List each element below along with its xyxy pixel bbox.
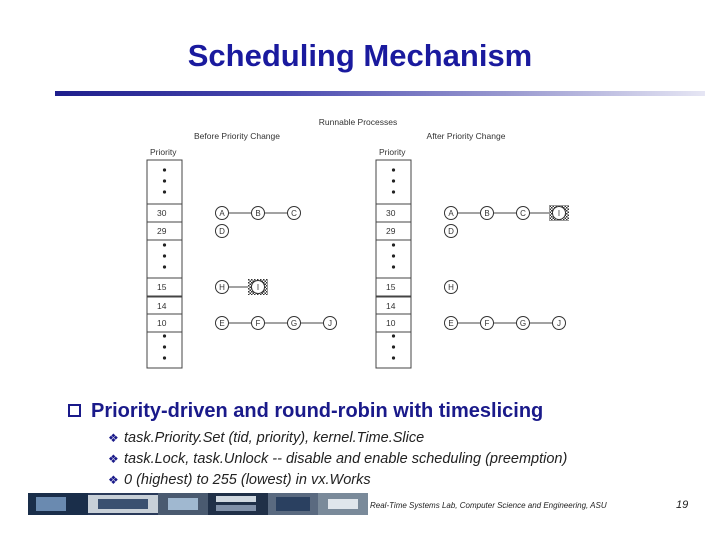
ellipsis-dot: [163, 179, 166, 182]
priority-value: 10: [157, 318, 167, 328]
footer-text: Real-Time Systems Lab, Computer Science and Engineering, ASU: [370, 501, 607, 510]
process-label: A: [448, 209, 454, 218]
process-label: D: [448, 227, 454, 236]
ellipsis-dot: [163, 168, 166, 171]
ellipsis-dot: [392, 168, 395, 171]
ellipsis-dot: [392, 190, 395, 193]
panel-heading: Before Priority Change: [194, 131, 280, 141]
priority-value: 14: [157, 301, 167, 311]
slide-title: Scheduling Mechanism: [187, 38, 533, 73]
ellipsis-dot: [163, 254, 166, 257]
ellipsis-dot: [392, 265, 395, 268]
sub-bullet-list: [108, 428, 567, 491]
process-label: E: [219, 319, 225, 328]
process-label: D: [219, 227, 225, 236]
priority-value: 15: [386, 282, 396, 292]
priority-value: 30: [157, 208, 167, 218]
priority-value: 14: [386, 301, 396, 311]
diamond-bullet-icon: ❖: [108, 452, 119, 466]
process-label: H: [219, 283, 225, 292]
sub-bullet-text: 0 (highest) to 255 (lowest) in vx.Works: [124, 472, 371, 488]
ellipsis-dot: [163, 265, 166, 268]
process-label: I: [557, 209, 561, 218]
sub-bullet-text: task.Lock, task.Unlock -- disable and enable scheduling (preemption): [124, 451, 568, 467]
priority-value: 15: [157, 282, 167, 292]
title-underline: [55, 91, 705, 96]
ellipsis-dot: [392, 334, 395, 337]
ellipsis-dot: [392, 345, 395, 348]
process-label: E: [448, 319, 454, 328]
priority-value: 29: [386, 226, 396, 236]
ellipsis-dot: [392, 179, 395, 182]
square-bullet-icon: [68, 404, 81, 417]
process-label: H: [448, 283, 454, 292]
sub-bullet: [108, 428, 567, 449]
priority-value: 10: [386, 318, 396, 328]
diamond-bullet-icon: ❖: [108, 473, 119, 487]
process-label: F: [484, 319, 490, 328]
sub-bullet-text: task.Priority.Set (tid, priority), kernel.Time.Slice: [124, 430, 425, 446]
process-label: A: [219, 209, 225, 218]
diagram-caption: Runnable Processes: [318, 117, 398, 127]
panel-before-priority-change: [147, 131, 337, 368]
footer-banner-image: [28, 493, 368, 515]
diamond-bullet-icon: ❖: [108, 431, 119, 445]
sub-bullet: [108, 470, 567, 491]
ellipsis-dot: [392, 356, 395, 359]
priority-label: Priority: [150, 147, 177, 157]
main-bullet: [68, 400, 543, 423]
priority-value: 29: [157, 226, 167, 236]
ellipsis-dot: [163, 190, 166, 193]
process-label: B: [484, 209, 490, 218]
priority-value: 30: [386, 208, 396, 218]
process-label: F: [255, 319, 261, 328]
process-label: C: [520, 209, 526, 218]
ellipsis-dot: [163, 345, 166, 348]
process-label: G: [290, 319, 298, 328]
runnable-processes-diagram: [140, 108, 580, 378]
main-bullet-text: Priority-driven and round-robin with timeslicing: [91, 400, 544, 422]
process-label: J: [557, 319, 561, 328]
ellipsis-dot: [163, 356, 166, 359]
process-label: G: [519, 319, 527, 328]
ellipsis-dot: [163, 243, 166, 246]
process-label: C: [291, 209, 297, 218]
page-number: 19: [676, 499, 689, 511]
ellipsis-dot: [392, 254, 395, 257]
ellipsis-dot: [163, 334, 166, 337]
priority-label: Priority: [379, 147, 406, 157]
ellipsis-dot: [392, 243, 395, 246]
sub-bullet: [108, 449, 567, 470]
panel-after-priority-change: [376, 131, 569, 368]
panel-heading: After Priority Change: [426, 131, 506, 141]
process-label: B: [255, 209, 261, 218]
process-label: J: [328, 319, 332, 328]
process-label: I: [256, 283, 260, 292]
